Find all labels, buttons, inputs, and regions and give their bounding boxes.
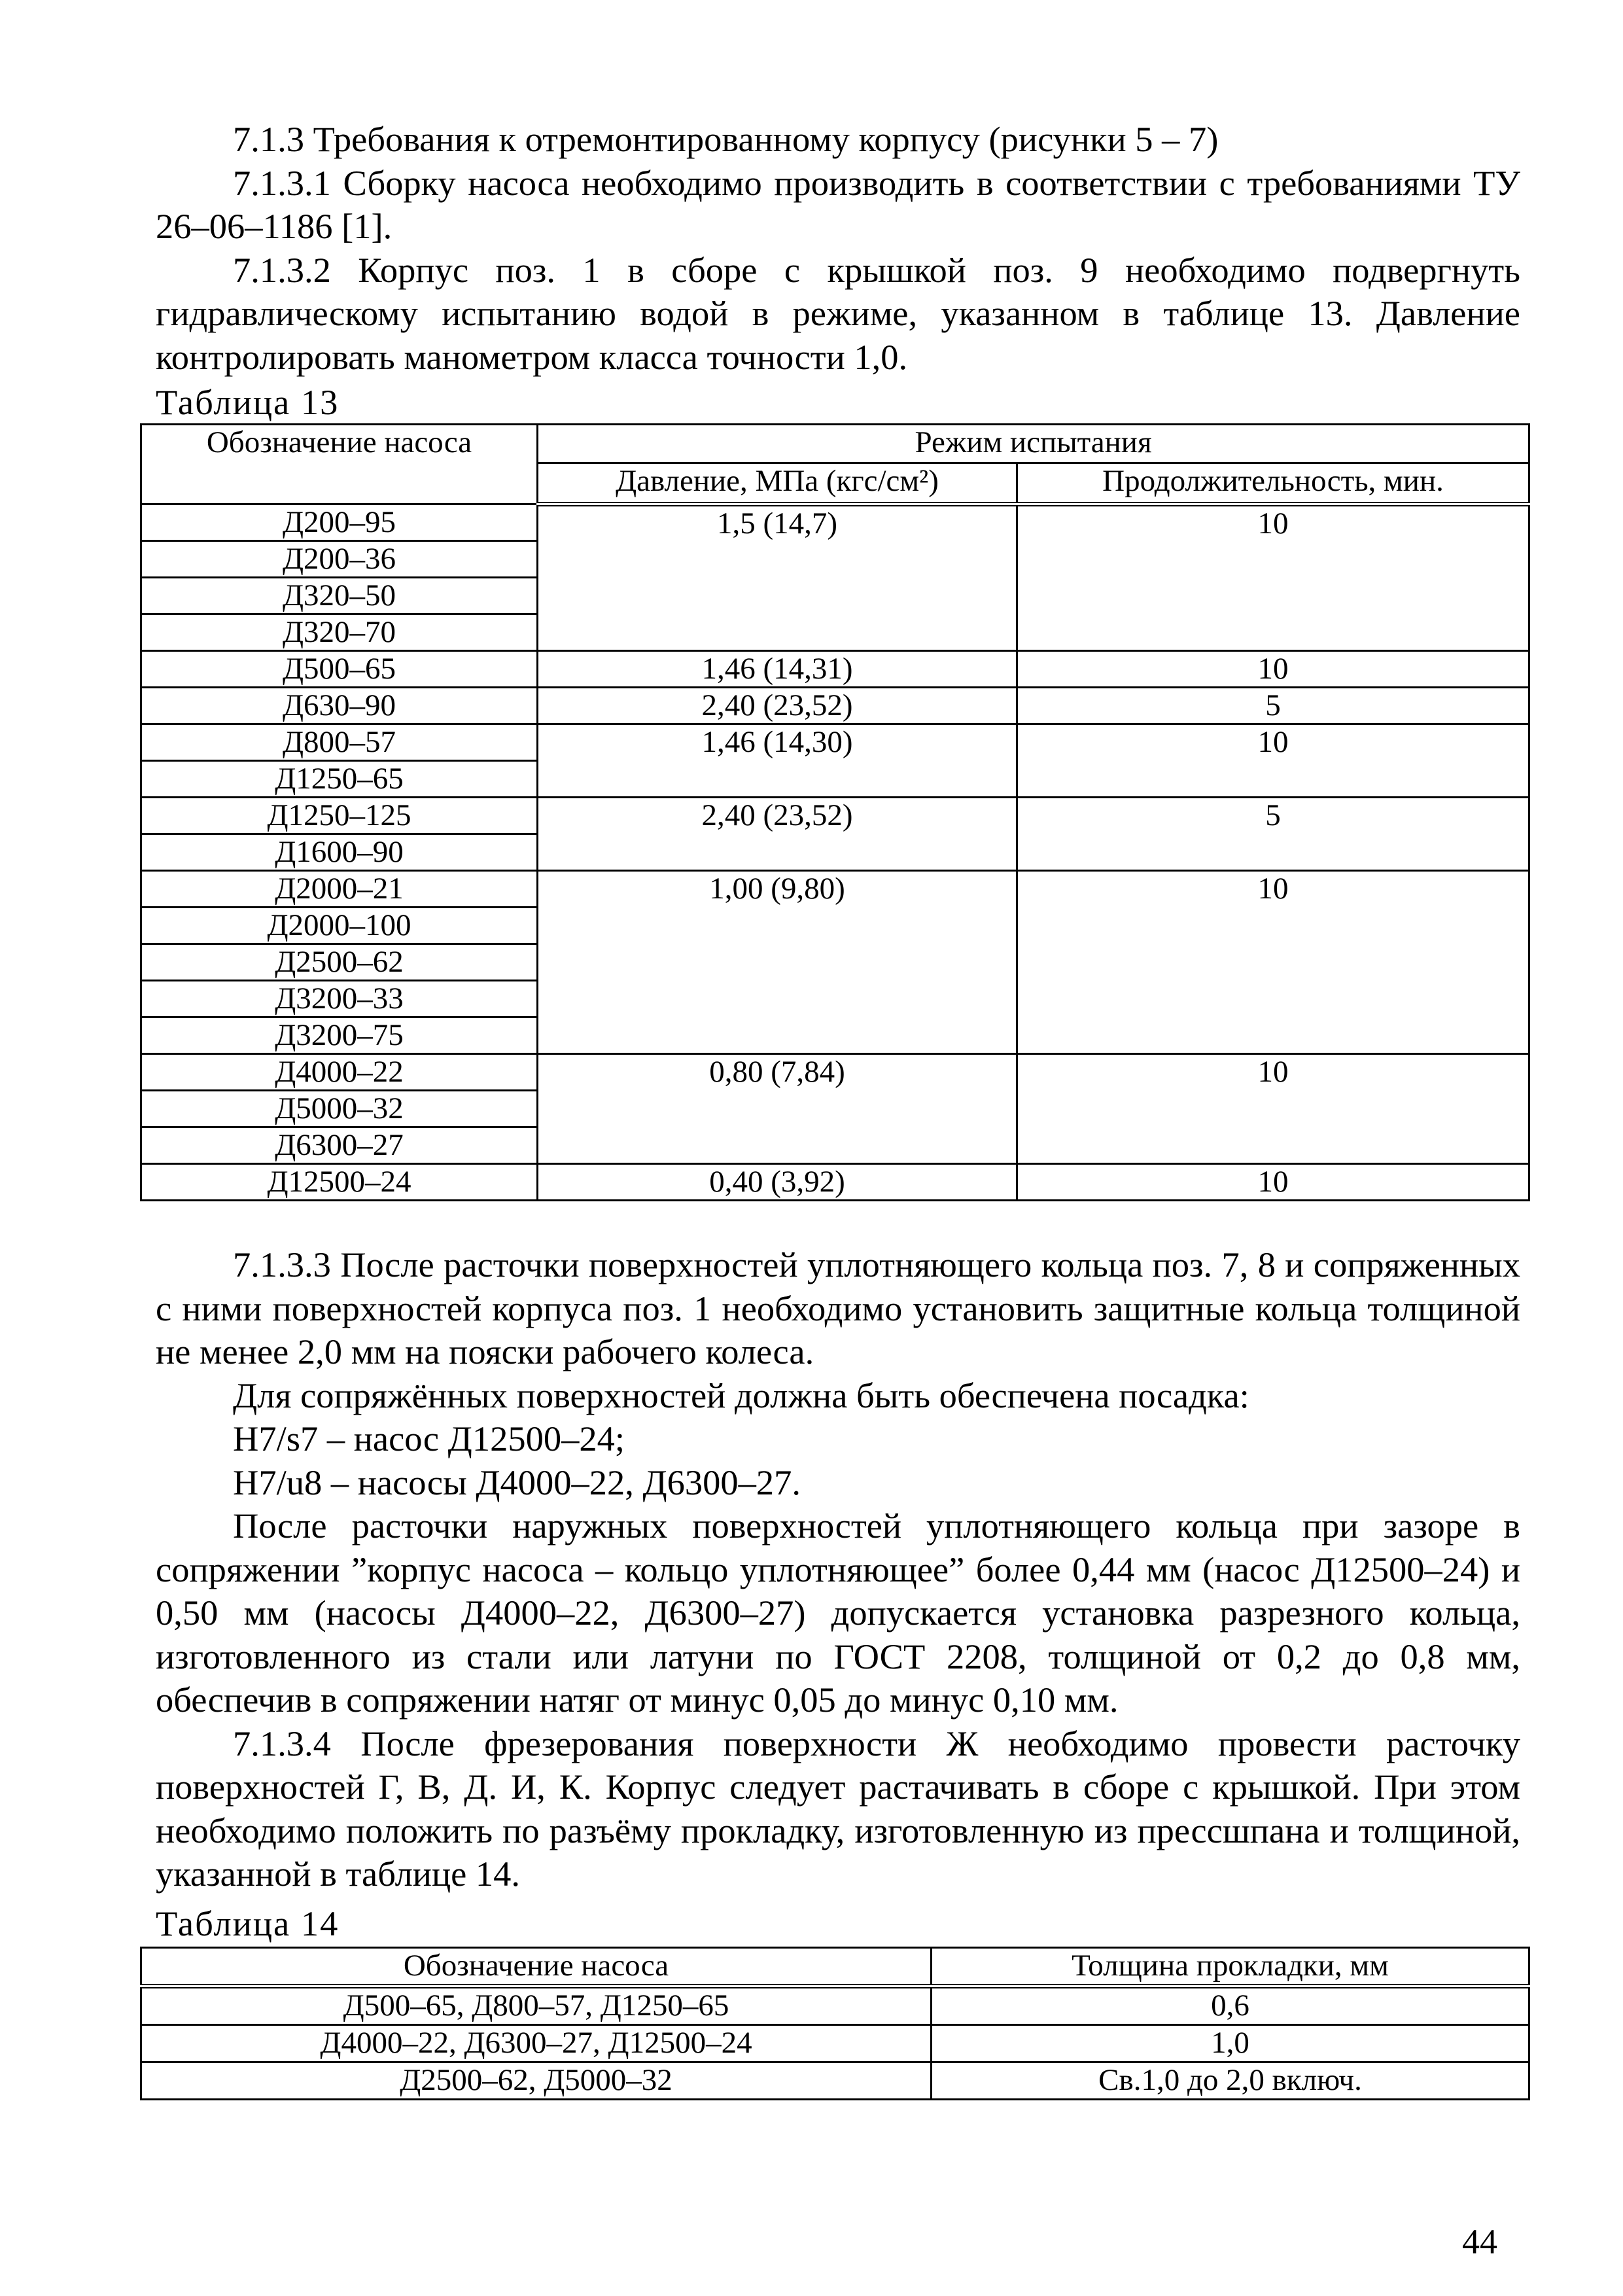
table13-cell-pressure: 1,00 (9,80)	[538, 871, 1017, 1054]
table13-caption: Таблица 13	[156, 382, 340, 422]
table13-header-mode: Режим испытания	[538, 425, 1529, 463]
table13-cell-pressure: 1,46 (14,30)	[538, 724, 1017, 798]
table13-cell-pump: Д1250–65	[141, 761, 538, 798]
table13-header-pump: Обозначение насоса	[141, 425, 538, 504]
table13-cell-pump: Д1600–90	[141, 834, 538, 871]
table-row	[141, 1054, 1529, 1091]
table14-cell-pumps: Д2500–62, Д5000–32	[141, 2062, 932, 2100]
table-row	[141, 798, 1529, 834]
table13-cell-duration: 10	[1017, 1164, 1529, 1201]
table13-cell-pump: Д320–70	[141, 614, 538, 651]
table13-cell-duration: 10	[1017, 504, 1529, 651]
table13-header-pressure: Давление, МПа (кгс/см²)	[538, 463, 1017, 504]
table13-cell-duration: 10	[1017, 1054, 1529, 1164]
table-row	[141, 1987, 1529, 2025]
table14-cell-thickness: 0,6	[932, 1987, 1529, 2025]
table13-cell-pressure: 2,40 (23,52)	[538, 798, 1017, 871]
table14-cell-pumps: Д4000–22, Д6300–27, Д12500–24	[141, 2025, 932, 2062]
table-row	[141, 651, 1529, 688]
table13-cell-pump: Д630–90	[141, 688, 538, 724]
table-row	[141, 2062, 1529, 2100]
table-row	[141, 2025, 1529, 2062]
text-block-middle	[156, 1243, 1520, 1896]
table13-header-duration: Продолжительность, мин.	[1017, 463, 1529, 504]
heading-7-1-3: 7.1.3 Требования к отремонтированному корпусу (рисунки 5 – 7)	[233, 119, 1219, 159]
table13-body	[141, 504, 1529, 1201]
table13-cell-pressure: 0,40 (3,92)	[538, 1164, 1017, 1201]
table13-cell-pump: Д200–36	[141, 541, 538, 578]
table13-cell-pressure: 1,46 (14,31)	[538, 651, 1017, 688]
table13-cell-duration: 10	[1017, 651, 1529, 688]
table13-cell-pump: Д12500–24	[141, 1164, 538, 1201]
table-row	[141, 688, 1529, 724]
table13-cell-pump: Д6300–27	[141, 1127, 538, 1164]
table13-cell-pump: Д1250–125	[141, 798, 538, 834]
paragraph-7-1-3-2: 7.1.3.2 Корпус поз. 1 в сборе с крышкой поз. 9 необходимо подвергнуть гидравлическому испытанию водой в режиме, указанном в таблице 13. Давление контролировать манометром класса точности 1,0.	[156, 249, 1520, 377]
table-row	[141, 504, 1529, 541]
table14-cell-thickness: Св.1,0 до 2,0 включ.	[932, 2062, 1529, 2100]
table13-cell-pressure: 0,80 (7,84)	[538, 1054, 1017, 1164]
paragraph-split-ring: После расточки наружных поверхностей уплотняющего кольца при зазоре в сопряжении ”корпус насоса – кольцо уплотняющее” более 0,44 мм (насос Д12500–24) и 0,50 мм (насосы Д4000–22, Д6300–27) допускается установка разрезного кольца, изготовленного из стали или латуни по ГОСТ 2208, толщиной от 0,2 до 0,8 мм, обеспечив в сопряжении натяг от минус 0,05 до минус 0,10 мм.	[156, 1506, 1520, 1720]
paragraph-7-1-3-1: 7.1.3.1 Сборку насоса необходимо производить в соответствии с требованиями ТУ 26–06–1186 [1].	[156, 162, 1520, 246]
table14-cell-pumps: Д500–65, Д800–57, Д1250–65	[141, 1987, 932, 2025]
table-14	[140, 1947, 1530, 2100]
table13-cell-pump: Д320–50	[141, 578, 538, 614]
table14-header-pump: Обозначение насоса	[141, 1948, 932, 1987]
table13-cell-pump: Д5000–32	[141, 1091, 538, 1127]
text-block-top	[156, 118, 1520, 379]
table13-cell-duration: 10	[1017, 871, 1529, 1054]
page-number: 44	[1462, 2222, 1497, 2261]
table-row	[141, 871, 1529, 908]
table13-cell-pressure: 2,40 (23,52)	[538, 688, 1017, 724]
table-row	[141, 1164, 1529, 1201]
table14-caption: Таблица 14	[156, 1903, 340, 1943]
table13-cell-pump: Д500–65	[141, 651, 538, 688]
table13-cell-pump: Д2000–21	[141, 871, 538, 908]
table13-cell-pump: Д4000–22	[141, 1054, 538, 1091]
table13-cell-pump: Д2500–62	[141, 944, 538, 981]
paragraph-fit-h7s7: H7/s7 – насос Д12500–24;	[233, 1419, 625, 1458]
table13-cell-duration: 10	[1017, 724, 1529, 798]
table13-cell-pump: Д2000–100	[141, 908, 538, 944]
table14-header-thickness: Толщина прокладки, мм	[932, 1948, 1529, 1987]
paragraph-7-1-3-4: 7.1.3.4 После фрезерования поверхности Ж необходимо провести расточку поверхностей Г, В, Д. И, К. Корпус следует растачивать в сборе с крышкой. При этом необходимо положить по разъёму прокладку, изготовленную из прессшпана и толщиной, указанной в таблице 14.	[156, 1723, 1520, 1894]
table-13	[140, 423, 1530, 1201]
table13-cell-pump: Д3200–33	[141, 981, 538, 1017]
table13-cell-pump: Д3200–75	[141, 1017, 538, 1054]
table-row	[141, 724, 1529, 761]
table13-cell-duration: 5	[1017, 688, 1529, 724]
table13-cell-pump: Д800–57	[141, 724, 538, 761]
paragraph-7-1-3-3: 7.1.3.3 После расточки поверхностей уплотняющего кольца поз. 7, 8 и сопряженных с ними поверхностей корпуса поз. 1 необходимо установить защитные кольца толщиной не менее 2,0 мм на пояски рабочего колеса.	[156, 1245, 1520, 1371]
paragraph-fit-intro: Для сопряжённых поверхностей должна быть обеспечена посадка:	[233, 1375, 1249, 1415]
table13-cell-pump: Д200–95	[141, 504, 538, 541]
table13-cell-duration: 5	[1017, 798, 1529, 871]
table13-cell-pressure: 1,5 (14,7)	[538, 504, 1017, 651]
table14-cell-thickness: 1,0	[932, 2025, 1529, 2062]
paragraph-fit-h7u8: H7/u8 – насосы Д4000–22, Д6300–27.	[233, 1462, 801, 1502]
